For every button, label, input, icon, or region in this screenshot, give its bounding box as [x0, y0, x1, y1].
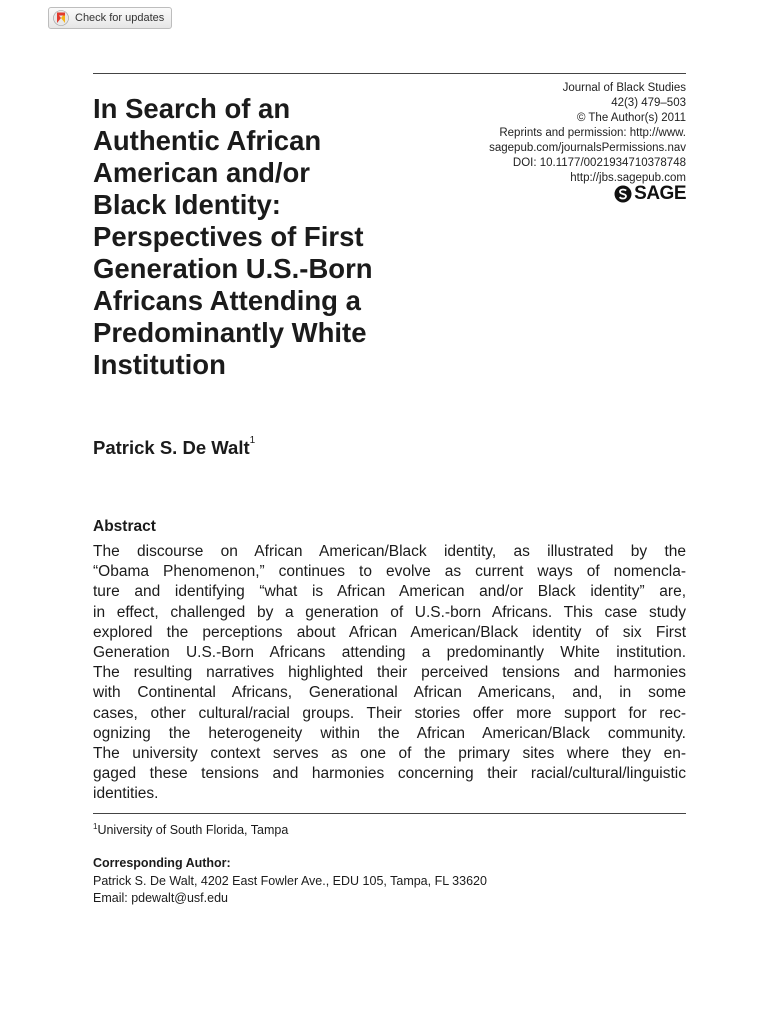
corresponding-author-heading: Corresponding Author:	[93, 856, 231, 870]
abstract-line: ognizing the heterogeneity within the African American/Black community.	[93, 724, 686, 742]
journal-name: Journal of Black Studies	[562, 82, 686, 94]
abstract-line: ture and identifying “what is African American and/or Black identity” are,	[93, 583, 686, 601]
doi[interactable]: DOI: 10.1177/0021934710378748	[512, 157, 686, 169]
abstract-line: “Obama Phenomenon,” continues to evolve as current ways of nomencla-	[93, 563, 686, 581]
abstract-line: gaged these tensions and harmonies concerning their racial/cultural/linguistic	[93, 765, 686, 783]
sage-logo	[614, 184, 686, 204]
reprints-line-1[interactable]: Reprints and permission: http://www.	[499, 127, 686, 139]
copyright: © The Author(s) 2011	[576, 112, 686, 124]
check-for-updates-button[interactable]	[48, 7, 172, 29]
abstract-line: in effect, challenged by a generation of U.S.-born Africans. This case study	[93, 603, 686, 621]
abstract-line: cases, other cultural/racial groups. Their stories offer more support for rec-	[93, 704, 686, 722]
abstract-line: The resulting narratives highlighted their perceived tensions and harmonies	[93, 664, 686, 682]
article-title	[93, 93, 453, 381]
title-line: Africans Attending a	[93, 285, 361, 316]
footnote-text: University of South Florida, Tampa	[97, 823, 289, 837]
abstract-line: explored the perceptions about African American/Black identity of six First	[93, 623, 686, 641]
title-line: Perspectives of First	[93, 221, 364, 252]
corresponding-email[interactable]: Email: pdewalt@usf.edu	[93, 891, 228, 905]
volume-pages: 42(3) 479–503	[611, 97, 686, 109]
abstract-line: with Continental Africans, Generational African Americans, and, in some	[93, 684, 686, 702]
footnote-mark: 1	[93, 822, 98, 831]
abstract-line: Generation U.S.-Born Africans attending a predominantly White institution.	[93, 644, 686, 662]
abstract-line: identities.	[93, 785, 159, 803]
sage-s-icon	[614, 185, 632, 203]
title-line: Predominantly White	[93, 317, 367, 348]
title-line: Institution	[93, 349, 226, 380]
author-name: Patrick S. De Walt$^1$	[93, 435, 256, 458]
crossmark-icon	[53, 10, 69, 26]
affiliation-footnote	[93, 823, 288, 837]
title-line: American and/or	[93, 157, 311, 188]
abstract-line: The university context serves as one of the primary sites where they en-	[93, 745, 686, 763]
corresponding-address: Patrick S. De Walt, 4202 East Fowler Ave., EDU 105, Tampa, FL 33620	[93, 874, 487, 888]
journal-info	[406, 81, 686, 186]
journal-url[interactable]: http://jbs.sagepub.com	[570, 172, 686, 184]
abstract-body	[93, 542, 686, 805]
title-line: Generation U.S.-Born	[93, 253, 373, 284]
title-line: Black Identity:	[93, 189, 281, 220]
reprints-line-2[interactable]: sagepub.com/journalsPermissions.nav	[489, 142, 686, 154]
affiliation-mark: 1	[249, 435, 256, 446]
check-for-updates-label: Check for updates	[75, 12, 165, 24]
footnote-rule	[93, 813, 686, 814]
abstract-heading: Abstract	[93, 518, 156, 535]
title-line: Authentic African	[93, 125, 322, 156]
abstract-line: The discourse on African American/Black identity, as illustrated by the	[93, 543, 686, 560]
top-rule	[93, 73, 686, 74]
sage-logo-text: SAGE	[634, 183, 686, 204]
title-line: In Search of an	[93, 93, 291, 124]
